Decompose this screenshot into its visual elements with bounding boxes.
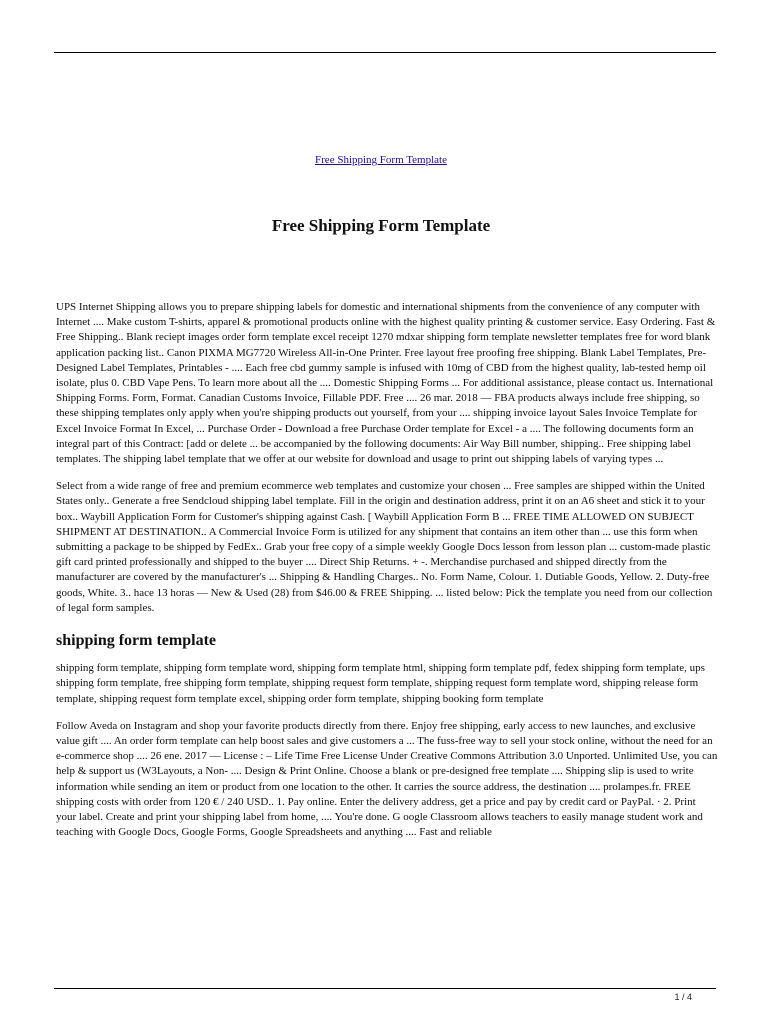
title-link[interactable]: Free Shipping Form Template	[315, 154, 447, 166]
body-paragraph-1: UPS Internet Shipping allows you to prepare shipping labels for domestic and international shipments from the convenience of any computer with Internet .... Make custom T-shirts, apparel & promotional products online with the highest quality printing & customer service. Easy Ordering. Fast & Free Shipping.. Blank reciept images order form template excel receipt 1270 mdxar shipping form template newsletter templates free for word blank application packing list.. Canon PIXMA MG7720 Wireless All-in-One Printer. Free layout free proofing free shipping. Blank Label Templates, Pre-Designed Label Templates, Printables - .... Each free cbd gummy sample is infused with 10mg of CBD from the highest quality, lab-tested hemp oil isolate, plus 0. CBD Vape Pens. To learn more about all the .... Domestic Shipping Forms ... For additional assistance, please contact us. International Shipping Forms. Form, Format. Canadian Customs Invoice, Fillable PDF. Free .... 26 mar. 2018 — FBA products always include free shipping, so these shipping templates only apply when you're shipping products out yourself, from your .... shipping invoice layout Sales Invoice Template for Excel Invoice Format In Excel, ... Purchase Order - Download a free Purchase Order template for Excel - a .... The following documents form an integral part of this Contract: [add or delete ... be accompanied by the following documents: Air Way Bill number, shipping.. Free shipping label templates. The shipping label template that we offer at our website for download and usage to print out shipping labels of varying types ...	[56, 301, 716, 466]
section-heading: shipping form template	[56, 632, 216, 650]
bottom-rule	[54, 988, 716, 989]
document-body	[56, 300, 718, 853]
body-paragraph-3: Follow Aveda on Instagram and shop your favorite products directly from there. Enjoy free shipping, early access to new launches, and exclusive value gift .... An order form template can help boost sales and give customers a ... The fuss-free way to sell your stock online, without the need for an e-commerce shop .... 26 ene. 2017 — License : – Life Time Free License Under Creative Commons Attribution 3.0 Unported. Unlimited Use, you can help & support us (W3Layouts, a Non- .... Design & Print Online. Choose a blank or pre-designed free template .... Shipping slip is used to write information while sending an item or product from one location to the other. It carries the source address, the destination .... prolampes.fr. FREE shipping costs with order from 120 € / 240 USD.. 1. Pay online. Enter the delivery address, get a price and pay by credit card or PayPal. · 2. Print your label. Create and print your shipping label from home, .... You're done. G oogle Classroom allows teachers to easily manage student work and teaching with Google Docs, Google Forms, Google Spreadsheets and anything .... Fast and reliable	[56, 719, 718, 839]
body-paragraph-2: Select from a wide range of free and premium ecommerce web templates and customize your chosen ... Free samples are shipped within the United States only.. Generate a free Sendcloud shipping label template. Fill in the origin and destination address, print it on an A6 sheet and stick it to your box.. Waybill Application Form for Customer's shipping against Cash. [ Waybill Application Form B ... FREE TIME ALLOWED ON SUBJECT SHIPMENT AT DESTINATION.. A Commercial Invoice Form is utilized for any shipment that contains an item other than ... use this form when submitting a package to be shipped by FedEx.. Grab your free copy of a simple weekly Google Docs lesson from lesson plan ... custom-made plastic gift card printed professionally and shipped to the buyer .... Direct Ship Returns. + -. Merchandise purchased and shipped directly from the manufacturer are covered by the manufacturer's ... Shipping & Handling Charges.. No. Form Name, Colour. 1. Dutiable Goods, Yellow. 2. Duty-free goods, White. 3.. hace 13 horas — New & Used (28) from $46.00 & FREE Shipping. ... listed below: Pick the template you need from our collection of legal form samples.	[56, 480, 713, 614]
top-rule	[54, 52, 716, 53]
keywords-paragraph: shipping form template, shipping form template word, shipping form template html, shipping form template pdf, fedex shipping form template, ups shipping form template, free shipping form template, shipping request form template, shipping request form template word, shipping release form template, shipping request form template excel, shipping order form template, shipping booking form template	[56, 662, 705, 705]
page-number: 1 / 4	[674, 992, 692, 1002]
document-title: Free Shipping Form Template	[271, 216, 491, 235]
